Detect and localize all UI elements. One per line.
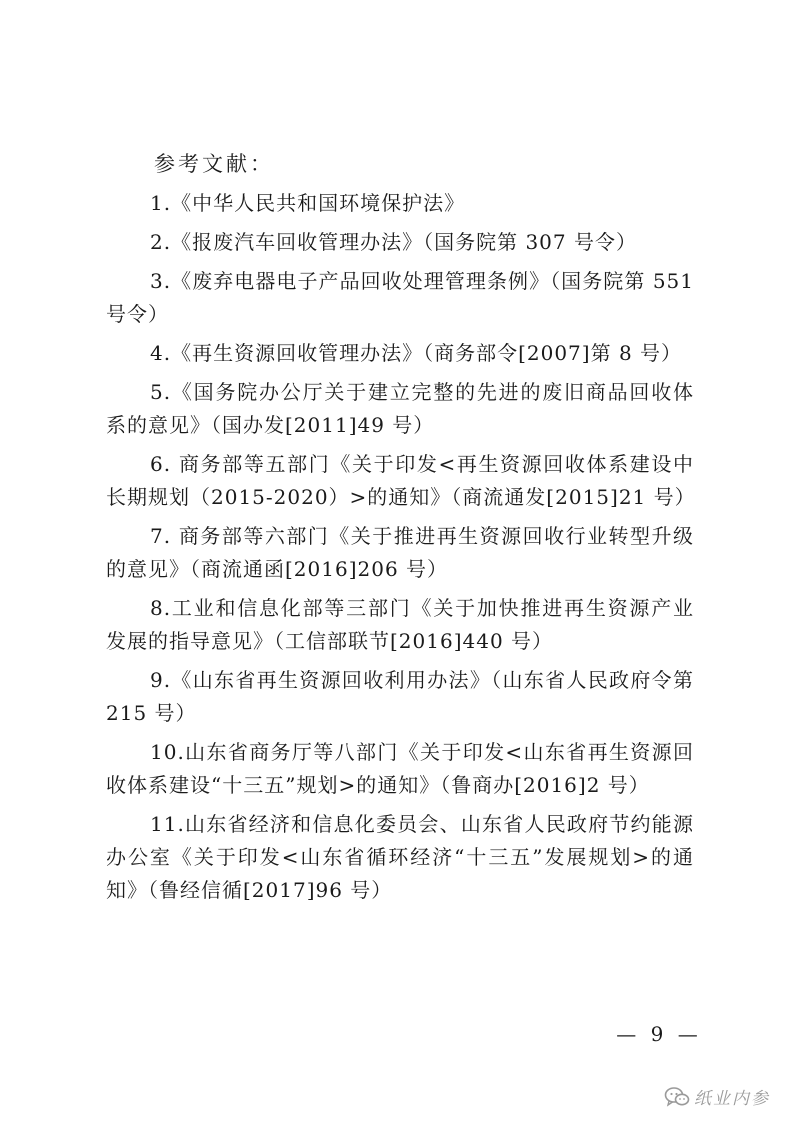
reference-item: 4.《再生资源回收管理办法》（商务部令[2007]第 8 号） (150, 341, 683, 365)
reference-item: 9.《山东省再生资源回收利用办法》（山东省人民政府令第 215 号） (106, 668, 694, 725)
reference-item: 3.《废弃电器电子产品回收处理管理条例》（国务院第 551 号令） (106, 269, 694, 326)
reference-item: 1.《中华人民共和国环境保护法》 (150, 191, 466, 215)
wechat-icon (664, 1086, 690, 1108)
page-number: — 9 — (616, 1022, 702, 1046)
wechat-watermark (664, 1084, 770, 1109)
reference-item: 7. 商务部等六部门《关于推进再生资源回收行业转型升级的意见》（商流通函[2016]206 号） (106, 524, 694, 581)
reference-item: 2.《报废汽车回收管理办法》（国务院第 307 号令） (150, 230, 637, 254)
watermark-text: 纸业内参 (694, 1089, 770, 1109)
reference-item: 8.工业和信息化部等三部门《关于加快推进再生资源产业发展的指导意见》（工信部联节[2016]440 号） (106, 596, 694, 653)
references-list (106, 187, 694, 913)
reference-item: 5.《国务院办公厅关于建立完整的先进的废旧商品回收体系的意见》（国办发[2011]49 号） (106, 380, 694, 437)
reference-item: 10.山东省商务厅等八部门《关于印发<山东省再生资源回收体系建设“十三五”规划>的通知》（鲁商办[2016]2 号） (106, 740, 694, 797)
reference-item: 6. 商务部等五部门《关于印发<再生资源回收体系建设中长期规划（2015-2020）>的通知》（商流通发[2015]21 号） (106, 452, 696, 509)
references-heading: 参考文献： (154, 152, 274, 176)
reference-item: 11.山东省经济和信息化委员会、山东省人民政府节约能源办公室《关于印发<山东省循环经济“十三五”发展规划>的通知》（鲁经信循[2017]96 号） (106, 812, 694, 902)
